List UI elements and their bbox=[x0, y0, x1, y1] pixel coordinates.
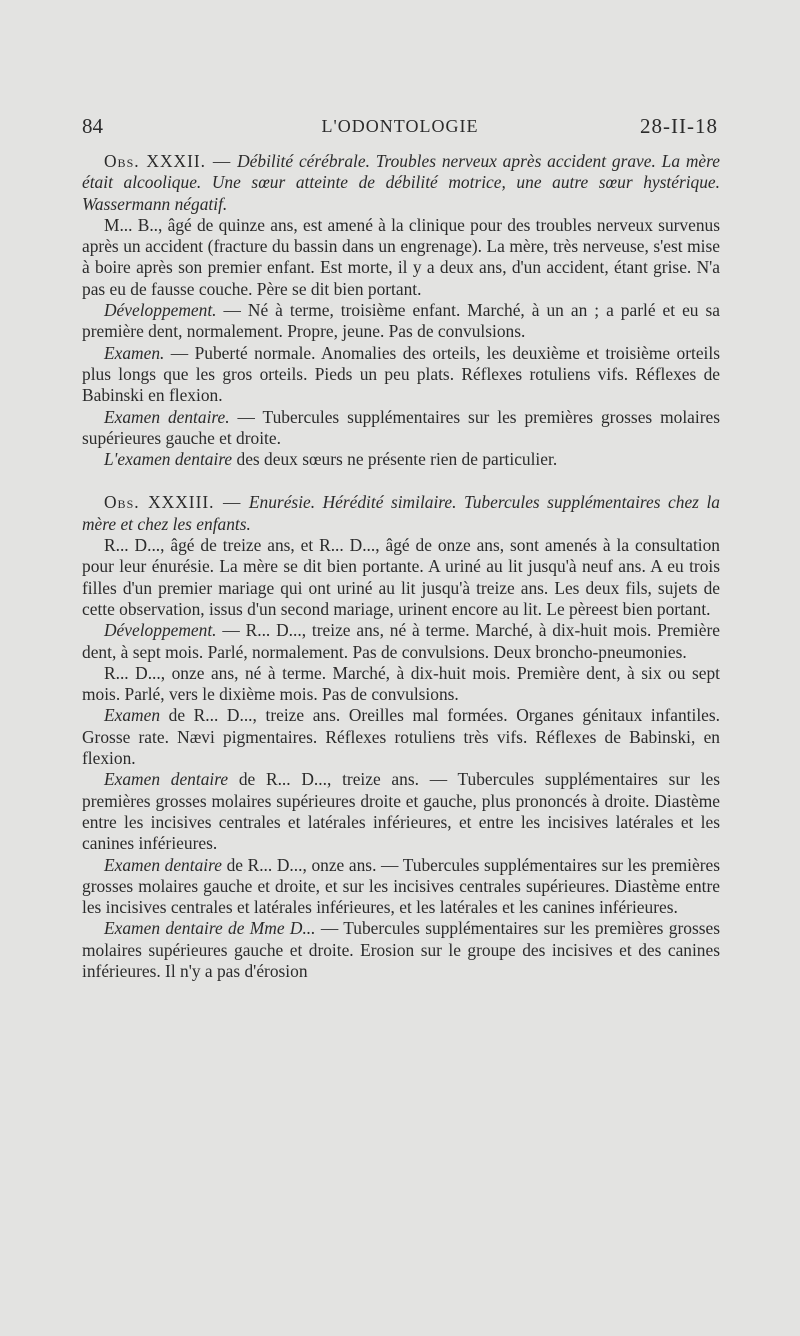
obs32-label: Obs. XXXII. — bbox=[104, 151, 232, 171]
obs33-exam-label: Examen bbox=[104, 705, 161, 726]
obs32-dev-label: Développement. bbox=[104, 300, 217, 321]
page-header bbox=[82, 114, 718, 142]
obs32-sisters-label: L'examen dentaire bbox=[104, 449, 233, 470]
journal-title: L'ODONTOLOGIE bbox=[321, 116, 479, 136]
obs32-dental-label: Examen dentaire. bbox=[104, 406, 230, 427]
obs32-title: Débilité cérébrale. Troubles nerveux après accident grave. La mère était alcoolique. Une sœur atteinte de débilité motrice, une autre sœur hystérique. Wassermann négatif. bbox=[82, 151, 720, 214]
obs32-exam-text: — Puberté normale. Anomalies des orteils, les deuxième et troisième orteils plus longs que les gros orteils. Pieds un peu plats. Réflexes rotuliens vifs. Réflexes de Babinski en flexion. bbox=[82, 342, 720, 406]
obs33-dental2-label: Examen dentaire bbox=[104, 854, 222, 875]
obs32-dental bbox=[82, 407, 720, 450]
section-gap bbox=[82, 470, 720, 492]
obs32-dev-text: — Né à terme, troisième enfant. Marché, à un an ; a parlé et eu sa première dent, normalement. Propre, jeune. Pas de convulsions. bbox=[82, 300, 720, 342]
obs33-exam bbox=[82, 705, 720, 769]
obs32-exam-label: Examen. bbox=[104, 342, 165, 363]
obs33-development-2: R... D..., onze ans, né à terme. Marché, à dix-huit mois. Première dent, à six ou sept mois. Parlé, vers le dixième mois. Pas de convulsions. bbox=[82, 662, 720, 705]
issue-date: 28-II-18 bbox=[640, 114, 718, 138]
obs32-development bbox=[82, 300, 720, 343]
page-number: 84 bbox=[82, 114, 103, 138]
obs32-exam bbox=[82, 343, 720, 407]
obs33-dev-text: — R... D..., treize ans, né à terme. Marché, à dix-huit mois. Première dent, à sept mois. Parlé, normalement. Pas de convulsions. Deux broncho-pneumonies. bbox=[82, 620, 720, 662]
obs33-history: R... D..., âgé de treize ans, et R... D..., âgé de onze ans, sont amenés à la consultation pour leur énurésie. La mère se dit bien portante. A uriné au lit jusqu'à neuf ans. A eu trois filles d'un premier mariage qui ont uriné au lit jusqu'à treize ans. Les deux fils, sujets de cette observation, issus d'un second mariage, urinent encore au lit. Le pèreest bien portant. bbox=[82, 535, 720, 619]
obs32-dental-text: — Tubercules supplémentaires sur les premières grosses molaires supérieures gauche et droite. bbox=[82, 406, 720, 448]
obs32-history: M... B.., âgé de quinze ans, est amené à la clinique pour des troubles nerveux survenus après un accident (fracture du bassin dans un engrenage). La mère, très nerveuse, s'est mise à boire après son premier enfant. Est morte, il y a deux ans, d'un accident, étant grise. N'a pas eu de fausse couche. Père se dit bien portant. bbox=[82, 214, 720, 299]
obs33-dental-2 bbox=[82, 855, 720, 919]
obs33-dev-label: Développement. bbox=[104, 620, 217, 641]
obs32-sisters-text: des deux sœurs ne présente rien de particulier. bbox=[236, 449, 558, 470]
obs33-dental2-text: de R... D..., onze ans. — Tubercules supplémentaires sur les premières grosses molaires gauche et droite, et sur les incisives centrales supérieures. Diastème entre les incisives centrales et latérales inférieures, et les latérales et les canines inférieures. bbox=[82, 854, 720, 918]
obs33-dental3-label: Examen dentaire de Mme D... bbox=[104, 918, 316, 939]
obs33-development bbox=[82, 620, 720, 663]
obs33-dental1-label: Examen dentaire bbox=[104, 769, 229, 790]
obs33-title: Enurésie. Hérédité similaire. Tubercules supplémentaires chez la mère et chez les enfants. bbox=[82, 492, 720, 534]
obs33-dental-3 bbox=[82, 918, 720, 982]
obs33-exam-text: de R... D..., treize ans. Oreilles mal formées. Organes génitaux infantiles. Grosse rate. Nævi pigmentaires. Réflexes rotuliens très vifs. Réflexes de Babinski, en flexion. bbox=[82, 705, 720, 769]
obs33-dental1-text: de R... D..., treize ans. — Tubercules supplémentaires sur les premières grosses molaires supérieures droite et gauche, plus prononcés à droite. Diastème entre les incisives centrales et latérales inférieures, et entre les incisives latérales et les canines inférieures. bbox=[82, 769, 720, 854]
obs33-label: Obs. XXXIII. — bbox=[104, 492, 242, 513]
page-body bbox=[82, 151, 720, 982]
obs33-dental3-text: — Tubercules supplémentaires sur les premières grosses molaires supérieures gauche et droite. Erosion sur le groupe des incisives et des canines inférieures. Il n'y a pas d'érosion bbox=[82, 918, 720, 981]
obs33-dental-1 bbox=[82, 769, 720, 854]
obs32-sisters bbox=[82, 449, 720, 470]
obs32-heading bbox=[82, 151, 720, 215]
obs33-heading bbox=[82, 492, 720, 535]
